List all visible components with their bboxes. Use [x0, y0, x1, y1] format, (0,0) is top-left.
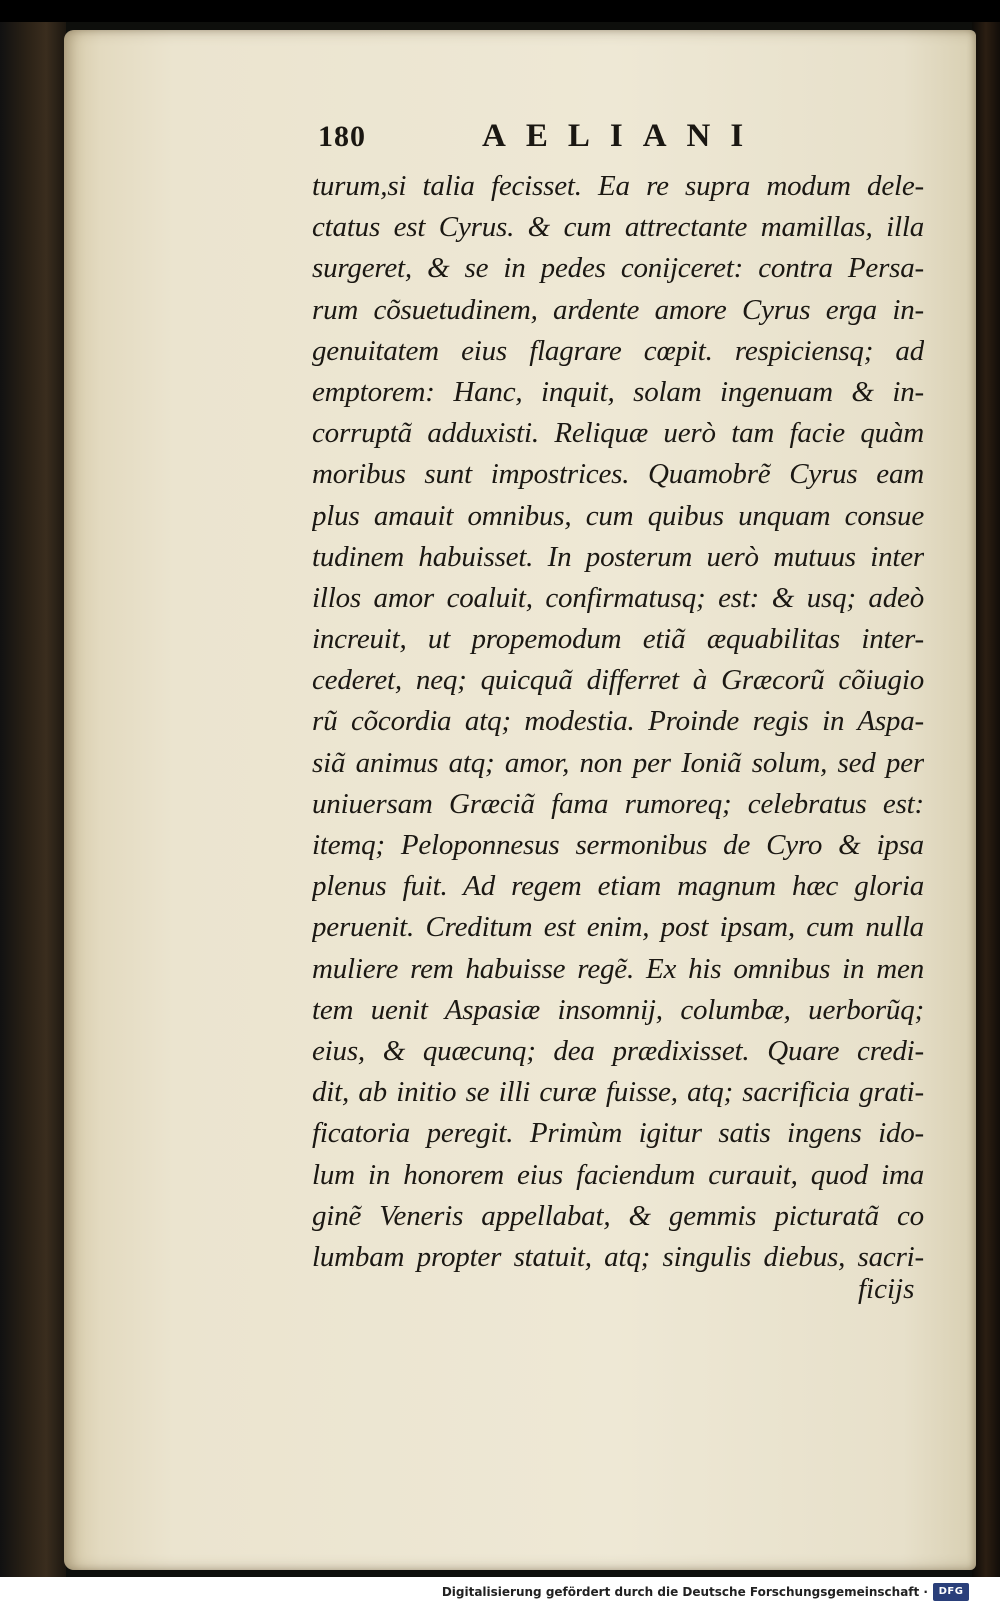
- text-line: emptorem: Hanc, inquit, solam ingenuam & in-: [312, 375, 924, 408]
- text-line: dit, ab initio se illi curæ fuisse, atq; sacrificia grati-: [312, 1076, 924, 1109]
- text-line: lumbam propter statuit, atq; singulis diebus, sacri-: [312, 1240, 924, 1273]
- text-line: itemq; Peloponnesus sermonibus de Cyro & ipsa: [312, 829, 924, 861]
- footer-bar: [0, 1577, 1000, 1611]
- text-line: illos amor coaluit, confirmatusq; est: & usq; adeò: [312, 581, 924, 614]
- text-line: uniuersam Græciã fama rumoreq; celebratus est:: [312, 787, 924, 820]
- text-line: genuitatem eius flagrare cœpit. respiciensq; ad: [312, 334, 924, 367]
- text-line: siã animus atq; amor, non per Ioniã solum, sed per: [312, 746, 924, 779]
- text-line: ginẽ Veneris appellabat, & gemmis picturatã co: [312, 1199, 924, 1232]
- text-line: peruenit. Creditum est enim, post ipsam, cum nulla: [312, 911, 924, 944]
- text-line: turum,si talia fecisset. Ea re supra modum dele-: [312, 170, 924, 202]
- text-line: moribus sunt impostrices. Quamobrẽ Cyrus eam: [312, 458, 924, 491]
- text-line: tudinem habuisset. In posterum uerò mutuus inter: [312, 540, 924, 573]
- text-line: rum cõsuetudinem, ardente amore Cyrus erga in-: [312, 293, 924, 326]
- text-line: tem uenit Aspasiæ insomnij, columbæ, uerborũq;: [312, 993, 924, 1026]
- text-line: eius, & quæcunq; dea prædixisset. Quare credi-: [312, 1034, 924, 1067]
- text-line: cederet, neq; quicquã differret à Græcorũ cõiugio: [312, 664, 924, 697]
- text-line: corruptã adduxisti. Reliquæ uerò tam facie quàm: [312, 417, 924, 450]
- catchword: ficijs: [858, 1273, 915, 1305]
- page-header: [318, 120, 838, 162]
- text-line: rũ cõcordia atq; modestia. Proinde regis in Aspa-: [312, 705, 924, 738]
- funding-notice: Digitalisierung gefördert durch die Deutsche Forschungsgemeinschaft ·: [441, 1585, 928, 1599]
- text-line: ficatoria peregit. Primùm igitur satis ingens ido-: [312, 1117, 924, 1150]
- text-line: muliere rem habuisse regẽ. Ex his omnibus in men: [312, 952, 924, 985]
- text-line: increuit, ut propemodum etiã æquabilitas inter-: [312, 623, 924, 656]
- page-number: 180: [318, 120, 366, 153]
- top-black-band: [0, 0, 1000, 22]
- dfg-logo: DFG: [933, 1583, 969, 1601]
- book-cover-left-edge: [0, 22, 66, 1577]
- text-line: surgeret, & se in pedes conijceret: contra Persa-: [312, 252, 924, 285]
- text-line: lum in honorem eius faciendum curauit, quod ima: [312, 1158, 924, 1191]
- book-cover-right-edge: [972, 22, 1000, 1577]
- text-line: plenus fuit. Ad regem etiam magnum hæc gloria: [312, 870, 924, 903]
- text-line: plus amauit omnibus, cum quibus unquam consue: [312, 499, 924, 532]
- text-line: ctatus est Cyrus. & cum attrectante mamillas, illa: [312, 211, 924, 244]
- running-title: AELIANI: [482, 118, 764, 154]
- text-block: [312, 166, 924, 1278]
